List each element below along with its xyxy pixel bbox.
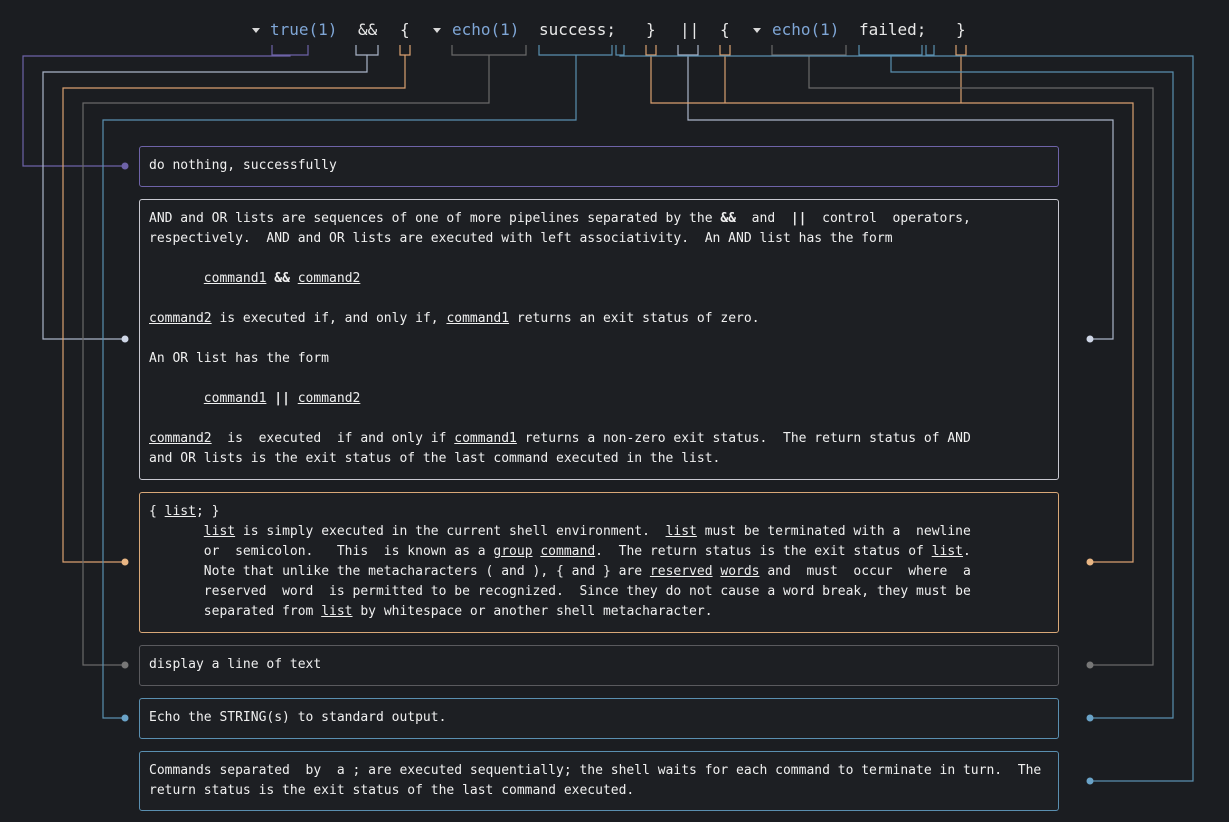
- explanation-semicolon: Commands separated by a ; are executed sequentially; the shell waits for each command to terminate in turn. The return status is the exit status of the last command executed.: [139, 751, 1059, 811]
- token-arg-success[interactable]: success;: [539, 20, 617, 39]
- token-lbrace-1[interactable]: {: [400, 20, 410, 39]
- token-true[interactable]: true(1): [270, 20, 338, 39]
- echo-string-description: Echo the STRING(s) to standard output.: [149, 710, 447, 725]
- token-rbrace-1[interactable]: }: [646, 20, 656, 39]
- explanation-echo-string: [139, 698, 1059, 739]
- token-and[interactable]: &&: [358, 20, 378, 39]
- explanation-echo: [139, 645, 1059, 686]
- token-echo-2[interactable]: echo(1): [772, 20, 840, 39]
- explanation-group-command: { list; } list is simply executed in the current shell environment. list must be terminated with a newline or semicolon. This is known as a group command. The return status is the exit status of list. Note that unlike the metacharacters ( and ), { and } are reserved words and must occur where a reserved word is permitted to be recognized. Since they do not cause a word break, they must be separated from list by whitespace or another shell metacharacter.: [139, 492, 1059, 633]
- token-arg-failed[interactable]: failed;: [859, 20, 927, 39]
- echo-description: display a line of text: [149, 657, 322, 672]
- explanation-and-or-lists: AND and OR lists are sequences of one of more pipelines separated by the && and || control operators, respectively. AND and OR lists are executed with left associativity. An AND list has the form command1 && command2 command2 is executed if, and only if, command1 returns an exit status of zero. An OR list has the form command1 || command2 command2 is executed if and only if command1 returns a non-zero exit status. The return status of AND and OR lists is the exit status of the last command executed in the list.: [139, 199, 1059, 480]
- token-echo-1[interactable]: echo(1): [452, 20, 520, 39]
- token-lbrace-2[interactable]: {: [720, 20, 730, 39]
- token-or[interactable]: ||: [680, 20, 700, 39]
- token-rbrace-2[interactable]: }: [956, 20, 966, 39]
- explanation-true: [139, 146, 1059, 187]
- true-description: do nothing, successfully: [149, 158, 337, 173]
